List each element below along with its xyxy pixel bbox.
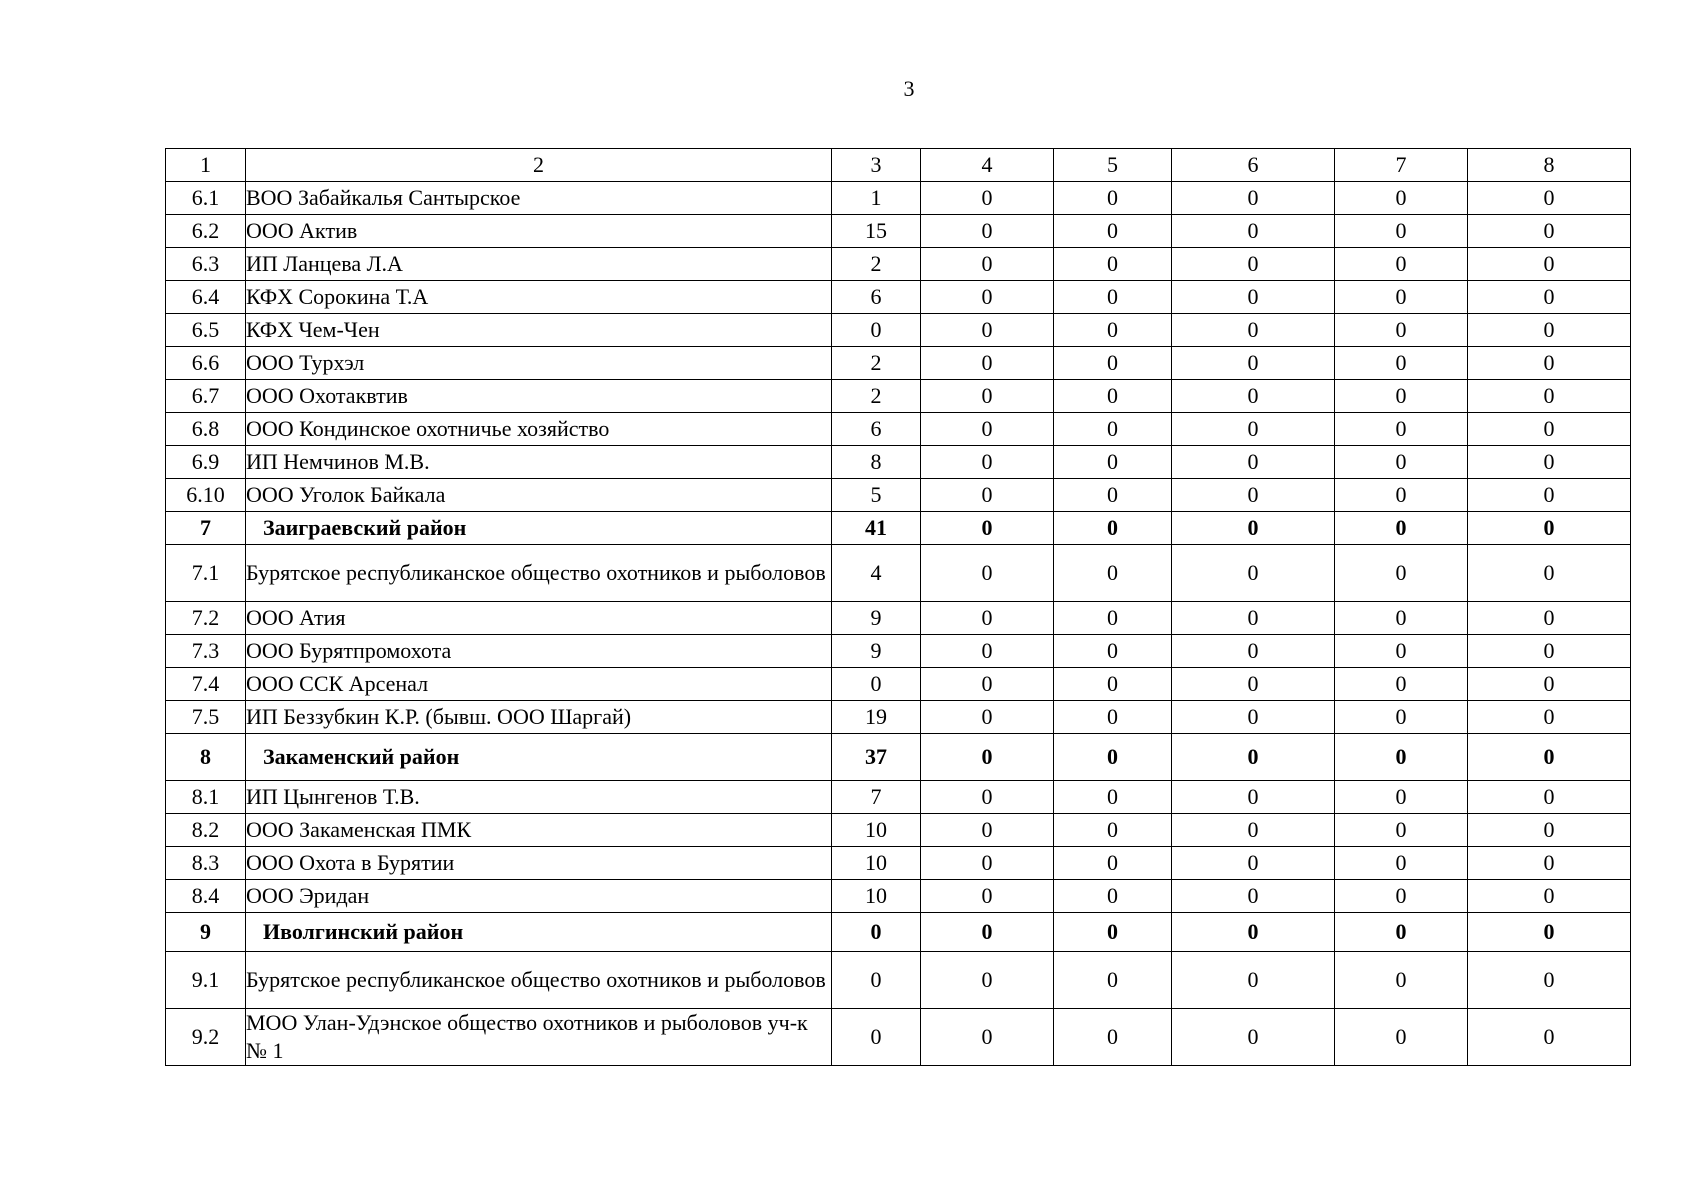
row-number: 8.4 bbox=[166, 880, 246, 913]
value-cell: 0 bbox=[1054, 215, 1172, 248]
column-header: 2 bbox=[246, 149, 832, 182]
value-cell: 37 bbox=[832, 734, 921, 781]
value-cell: 0 bbox=[1335, 446, 1468, 479]
value-cell: 0 bbox=[1468, 635, 1631, 668]
row-number: 6.6 bbox=[166, 347, 246, 380]
table-row bbox=[166, 635, 1631, 668]
value-cell: 0 bbox=[921, 413, 1054, 446]
value-cell: 0 bbox=[832, 1009, 921, 1066]
value-cell: 0 bbox=[1335, 635, 1468, 668]
value-cell: 0 bbox=[1172, 668, 1335, 701]
value-cell: 0 bbox=[1172, 281, 1335, 314]
value-cell: 7 bbox=[832, 781, 921, 814]
table-row bbox=[166, 668, 1631, 701]
organization-name: МОО Улан-Удэнское общество охотников и рыболовов уч-к № 1 bbox=[246, 1009, 832, 1066]
row-number: 9.1 bbox=[166, 952, 246, 1009]
row-number: 7.1 bbox=[166, 545, 246, 602]
value-cell: 0 bbox=[1335, 545, 1468, 602]
organization-name: ООО Актив bbox=[246, 215, 832, 248]
table-row bbox=[166, 847, 1631, 880]
value-cell: 0 bbox=[1468, 512, 1631, 545]
value-cell: 0 bbox=[1172, 545, 1335, 602]
value-cell: 0 bbox=[921, 668, 1054, 701]
value-cell: 0 bbox=[832, 952, 921, 1009]
organization-name: ООО Охотаквтив bbox=[246, 380, 832, 413]
value-cell: 0 bbox=[1335, 512, 1468, 545]
value-cell: 0 bbox=[921, 602, 1054, 635]
value-cell: 0 bbox=[1054, 635, 1172, 668]
value-cell: 41 bbox=[832, 512, 921, 545]
value-cell: 0 bbox=[1054, 913, 1172, 952]
district-row bbox=[166, 734, 1631, 781]
table-row bbox=[166, 446, 1631, 479]
value-cell: 0 bbox=[1054, 182, 1172, 215]
organization-name: ООО Уголок Байкала bbox=[246, 479, 832, 512]
value-cell: 0 bbox=[1335, 413, 1468, 446]
organization-name: ИП Немчинов М.В. bbox=[246, 446, 832, 479]
value-cell: 0 bbox=[1172, 913, 1335, 952]
value-cell: 0 bbox=[921, 913, 1054, 952]
table-row bbox=[166, 347, 1631, 380]
organization-name: Закаменский район bbox=[246, 734, 832, 781]
value-cell: 0 bbox=[1468, 545, 1631, 602]
organization-name: ИП Ланцева Л.А bbox=[246, 248, 832, 281]
value-cell: 0 bbox=[1468, 734, 1631, 781]
value-cell: 0 bbox=[1054, 668, 1172, 701]
table-row bbox=[166, 1009, 1631, 1066]
page-number: 3 bbox=[903, 76, 915, 101]
value-cell: 0 bbox=[1335, 913, 1468, 952]
value-cell: 0 bbox=[1172, 602, 1335, 635]
value-cell: 0 bbox=[921, 347, 1054, 380]
value-cell: 10 bbox=[832, 880, 921, 913]
value-cell: 0 bbox=[832, 913, 921, 952]
value-cell: 0 bbox=[1468, 479, 1631, 512]
value-cell: 0 bbox=[1468, 701, 1631, 734]
value-cell: 6 bbox=[832, 281, 921, 314]
row-number: 6.7 bbox=[166, 380, 246, 413]
value-cell: 0 bbox=[921, 545, 1054, 602]
value-cell: 0 bbox=[1335, 602, 1468, 635]
table-row bbox=[166, 545, 1631, 602]
value-cell: 0 bbox=[1054, 1009, 1172, 1066]
value-cell: 0 bbox=[1335, 701, 1468, 734]
organization-name: Бурятское республиканское общество охотников и рыболовов bbox=[246, 545, 832, 602]
value-cell: 0 bbox=[1335, 847, 1468, 880]
value-cell: 2 bbox=[832, 347, 921, 380]
value-cell: 0 bbox=[921, 281, 1054, 314]
table-row bbox=[166, 314, 1631, 347]
value-cell: 10 bbox=[832, 847, 921, 880]
value-cell: 0 bbox=[921, 814, 1054, 847]
organization-name: ООО Закаменская ПМК bbox=[246, 814, 832, 847]
value-cell: 0 bbox=[1172, 182, 1335, 215]
row-number: 8.1 bbox=[166, 781, 246, 814]
value-cell: 0 bbox=[921, 446, 1054, 479]
value-cell: 0 bbox=[1335, 248, 1468, 281]
row-number: 6.10 bbox=[166, 479, 246, 512]
table-row bbox=[166, 215, 1631, 248]
organization-name: ООО Эридан bbox=[246, 880, 832, 913]
organization-name: ООО Кондинское охотничье хозяйство bbox=[246, 413, 832, 446]
column-header: 7 bbox=[1335, 149, 1468, 182]
value-cell: 0 bbox=[1172, 952, 1335, 1009]
value-cell: 0 bbox=[1335, 314, 1468, 347]
value-cell: 0 bbox=[921, 248, 1054, 281]
row-number: 9.2 bbox=[166, 1009, 246, 1066]
table-row bbox=[166, 281, 1631, 314]
value-cell: 0 bbox=[921, 734, 1054, 781]
value-cell: 0 bbox=[1335, 281, 1468, 314]
value-cell: 0 bbox=[1054, 734, 1172, 781]
value-cell: 0 bbox=[1172, 734, 1335, 781]
organization-name: КФХ Сорокина Т.А bbox=[246, 281, 832, 314]
value-cell: 0 bbox=[921, 182, 1054, 215]
value-cell: 0 bbox=[921, 781, 1054, 814]
row-number: 8.3 bbox=[166, 847, 246, 880]
value-cell: 0 bbox=[1054, 248, 1172, 281]
value-cell: 0 bbox=[1054, 281, 1172, 314]
organization-name: Заиграевский район bbox=[246, 512, 832, 545]
value-cell: 0 bbox=[1054, 347, 1172, 380]
value-cell: 0 bbox=[1172, 215, 1335, 248]
value-cell: 0 bbox=[1335, 781, 1468, 814]
value-cell: 0 bbox=[1172, 314, 1335, 347]
value-cell: 0 bbox=[921, 952, 1054, 1009]
value-cell: 0 bbox=[1054, 880, 1172, 913]
value-cell: 0 bbox=[1335, 734, 1468, 781]
value-cell: 0 bbox=[1468, 446, 1631, 479]
value-cell: 0 bbox=[1468, 281, 1631, 314]
value-cell: 0 bbox=[1172, 635, 1335, 668]
column-header: 5 bbox=[1054, 149, 1172, 182]
row-number: 6.9 bbox=[166, 446, 246, 479]
value-cell: 0 bbox=[1054, 781, 1172, 814]
organization-name: ООО Турхэл bbox=[246, 347, 832, 380]
row-number: 6.8 bbox=[166, 413, 246, 446]
value-cell: 4 bbox=[832, 545, 921, 602]
row-number: 6.4 bbox=[166, 281, 246, 314]
value-cell: 0 bbox=[1468, 413, 1631, 446]
row-number: 7.2 bbox=[166, 602, 246, 635]
column-header: 4 bbox=[921, 149, 1054, 182]
value-cell: 0 bbox=[1054, 952, 1172, 1009]
value-cell: 0 bbox=[1172, 847, 1335, 880]
value-cell: 9 bbox=[832, 602, 921, 635]
value-cell: 0 bbox=[1468, 847, 1631, 880]
value-cell: 0 bbox=[1054, 701, 1172, 734]
value-cell: 0 bbox=[1468, 814, 1631, 847]
value-cell: 0 bbox=[1335, 380, 1468, 413]
table-row bbox=[166, 182, 1631, 215]
value-cell: 2 bbox=[832, 380, 921, 413]
organization-name: Бурятское республиканское общество охотников и рыболовов bbox=[246, 952, 832, 1009]
row-number: 7 bbox=[166, 512, 246, 545]
value-cell: 0 bbox=[1335, 1009, 1468, 1066]
organization-name: ООО Атия bbox=[246, 602, 832, 635]
organization-name: ООО ССК Арсенал bbox=[246, 668, 832, 701]
value-cell: 0 bbox=[1468, 248, 1631, 281]
value-cell: 0 bbox=[1172, 814, 1335, 847]
value-cell: 0 bbox=[1335, 347, 1468, 380]
value-cell: 0 bbox=[921, 479, 1054, 512]
value-cell: 2 bbox=[832, 248, 921, 281]
value-cell: 0 bbox=[1054, 545, 1172, 602]
value-cell: 0 bbox=[1468, 182, 1631, 215]
value-cell: 0 bbox=[1468, 880, 1631, 913]
value-cell: 0 bbox=[1335, 952, 1468, 1009]
row-number: 6.3 bbox=[166, 248, 246, 281]
row-number: 7.5 bbox=[166, 701, 246, 734]
value-cell: 0 bbox=[1335, 182, 1468, 215]
value-cell: 0 bbox=[1172, 1009, 1335, 1066]
value-cell: 0 bbox=[1468, 668, 1631, 701]
value-cell: 0 bbox=[921, 215, 1054, 248]
value-cell: 5 bbox=[832, 479, 921, 512]
value-cell: 0 bbox=[1172, 479, 1335, 512]
district-row bbox=[166, 913, 1631, 952]
value-cell: 0 bbox=[1054, 479, 1172, 512]
row-number: 7.4 bbox=[166, 668, 246, 701]
value-cell: 0 bbox=[1468, 913, 1631, 952]
row-number: 6.1 bbox=[166, 182, 246, 215]
value-cell: 0 bbox=[1054, 380, 1172, 413]
data-table bbox=[165, 148, 1631, 1066]
value-cell: 0 bbox=[921, 880, 1054, 913]
value-cell: 0 bbox=[1335, 479, 1468, 512]
column-header: 1 bbox=[166, 149, 246, 182]
value-cell: 8 bbox=[832, 446, 921, 479]
organization-name: ООО Бурятпромохота bbox=[246, 635, 832, 668]
value-cell: 1 bbox=[832, 182, 921, 215]
column-header: 6 bbox=[1172, 149, 1335, 182]
table-row bbox=[166, 479, 1631, 512]
value-cell: 0 bbox=[921, 1009, 1054, 1066]
organization-name: ВОО Забайкалья Сантырское bbox=[246, 182, 832, 215]
table-row bbox=[166, 952, 1631, 1009]
value-cell: 0 bbox=[1172, 446, 1335, 479]
table-row bbox=[166, 380, 1631, 413]
value-cell: 0 bbox=[1054, 512, 1172, 545]
value-cell: 0 bbox=[1054, 446, 1172, 479]
value-cell: 0 bbox=[1172, 380, 1335, 413]
value-cell: 19 bbox=[832, 701, 921, 734]
table-row bbox=[166, 701, 1631, 734]
value-cell: 0 bbox=[1468, 380, 1631, 413]
column-header: 3 bbox=[832, 149, 921, 182]
value-cell: 0 bbox=[1468, 347, 1631, 380]
organization-name: ИП Беззубкин К.Р. (бывш. ООО Шаргай) bbox=[246, 701, 832, 734]
column-header: 8 bbox=[1468, 149, 1631, 182]
value-cell: 0 bbox=[921, 512, 1054, 545]
value-cell: 0 bbox=[1468, 215, 1631, 248]
value-cell: 15 bbox=[832, 215, 921, 248]
value-cell: 0 bbox=[1468, 314, 1631, 347]
organization-name: Иволгинский район bbox=[246, 913, 832, 952]
value-cell: 0 bbox=[1054, 602, 1172, 635]
organization-name: ИП Цынгенов Т.В. bbox=[246, 781, 832, 814]
value-cell: 0 bbox=[1172, 413, 1335, 446]
row-number: 6.2 bbox=[166, 215, 246, 248]
value-cell: 0 bbox=[1172, 512, 1335, 545]
table-row bbox=[166, 814, 1631, 847]
value-cell: 0 bbox=[921, 635, 1054, 668]
value-cell: 0 bbox=[1335, 668, 1468, 701]
row-number: 8.2 bbox=[166, 814, 246, 847]
value-cell: 0 bbox=[1054, 814, 1172, 847]
value-cell: 0 bbox=[1335, 215, 1468, 248]
value-cell: 0 bbox=[1468, 952, 1631, 1009]
value-cell: 0 bbox=[1468, 781, 1631, 814]
value-cell: 0 bbox=[832, 314, 921, 347]
value-cell: 6 bbox=[832, 413, 921, 446]
value-cell: 0 bbox=[1335, 814, 1468, 847]
value-cell: 0 bbox=[1054, 847, 1172, 880]
value-cell: 0 bbox=[1054, 413, 1172, 446]
value-cell: 0 bbox=[921, 847, 1054, 880]
row-number: 6.5 bbox=[166, 314, 246, 347]
value-cell: 0 bbox=[832, 668, 921, 701]
table-row bbox=[166, 413, 1631, 446]
value-cell: 10 bbox=[832, 814, 921, 847]
value-cell: 0 bbox=[1172, 347, 1335, 380]
row-number: 7.3 bbox=[166, 635, 246, 668]
value-cell: 9 bbox=[832, 635, 921, 668]
value-cell: 0 bbox=[1172, 880, 1335, 913]
value-cell: 0 bbox=[921, 314, 1054, 347]
table-header-row bbox=[166, 149, 1631, 182]
value-cell: 0 bbox=[1335, 880, 1468, 913]
value-cell: 0 bbox=[921, 380, 1054, 413]
table-row bbox=[166, 248, 1631, 281]
value-cell: 0 bbox=[1468, 1009, 1631, 1066]
value-cell: 0 bbox=[1172, 701, 1335, 734]
value-cell: 0 bbox=[1468, 602, 1631, 635]
district-row bbox=[166, 512, 1631, 545]
value-cell: 0 bbox=[1172, 781, 1335, 814]
row-number: 9 bbox=[166, 913, 246, 952]
table-row bbox=[166, 781, 1631, 814]
table-row bbox=[166, 602, 1631, 635]
value-cell: 0 bbox=[1172, 248, 1335, 281]
organization-name: ООО Охота в Бурятии bbox=[246, 847, 832, 880]
organization-name: КФХ Чем-Чен bbox=[246, 314, 832, 347]
value-cell: 0 bbox=[921, 701, 1054, 734]
value-cell: 0 bbox=[1054, 314, 1172, 347]
table-row bbox=[166, 880, 1631, 913]
row-number: 8 bbox=[166, 734, 246, 781]
